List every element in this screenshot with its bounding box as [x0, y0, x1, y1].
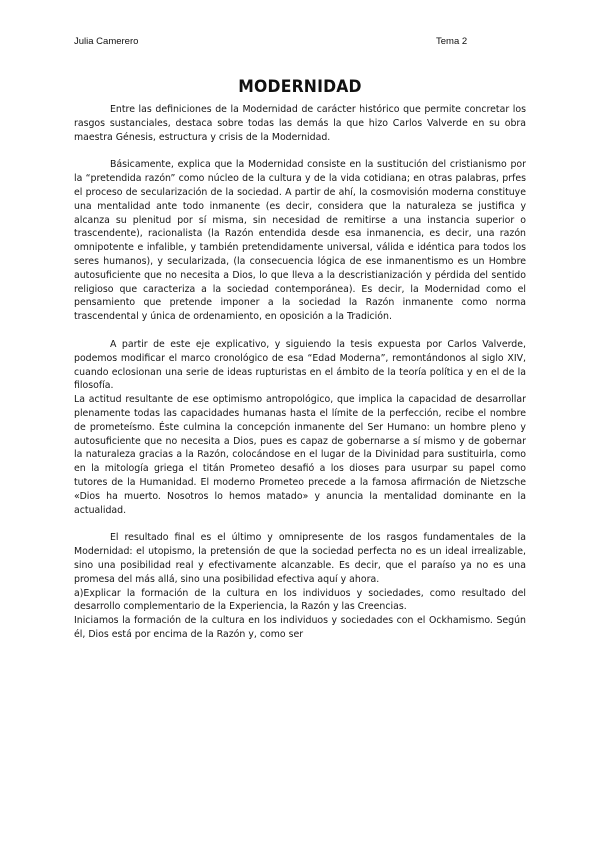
document-title: MODERNIDAD	[238, 77, 362, 97]
page-header	[74, 36, 526, 50]
paragraph-definition: Básicamente, explica que la Modernidad consiste en la sustitución del cristianismo por la “pretendida razón” como núcleo de la cultura y de la vida cotidiana; en otras palabras, prfes el proceso de secularización de la sociedad. A partir de ahí, la cosmovisión moderna constituye una mentalidad ante todo inmanente (es decir, considera que la naturaleza se justifica y alcanza su plenitud por sí misma, sin necesidad de remitirse a una instancia superior o trascendente), racionalista (la Razón entendida desde esa inmanencia, es decir, una razón omnipotente e infalible, y también pretendidamente universal, válida e idéntica para todos los seres humanos), y secularizada, (la consecuencia lógica de ese inmanentismo es un Hombre autosuficiente que no necesita a Dios, lo que lleva a la descristianización y pérdida del sentido religioso que caracteriza a la sociedad contemporánea). Es decir, la Modernidad como el pensamiento que pretende imponer a la sociedad la Razón inmanente como norma trascendental y única de ordenamiento, en oposición a la Tradición.	[74, 159, 526, 323]
header-author: Julia Camerero	[74, 36, 139, 47]
header-topic: Tema 2	[436, 36, 468, 47]
paragraph-ockhamism: Iniciamos la formación de la cultura en los individuos y sociedades con el Ockhamismo. Según él, Dios está por encima de la Razón y, como ser	[74, 615, 526, 640]
document-body	[74, 103, 526, 642]
paragraph-utopianism: El resultado final es el último y omnipresente de los rasgos fundamentales de la Modernidad: el utopismo, la pretensión de que la sociedad perfecta no es un ideal irrealizable, sino una posibilidad real y efectivamente alcanzable. Es decir, que el paraíso ya no es una promesa del más allá, sino una posibilidad efectiva aquí y ahora.	[74, 532, 526, 585]
paragraph-prometheism: La actitud resultante de ese optimismo antropológico, que implica la capacidad de desarrollar plenamente todas las capacidades humanas hasta el límite de la perfección, recibe el nombre de prometeísmo. Éste culmina la concepción inmanente del Ser Humano: un hombre pleno y autosuficiente que no necesita a Dios, pues es capaz de gobernarse a sí mismo y de gobernar la naturaleza gracias a la Razón, colocándose en el lugar de la Divinidad para sustituirla, como en la mitología griega el titán Prometeo desafió a los dioses para usurpar su papel como tutores de la Humanidad. El moderno Prometeo precede a la famosa afirmación de Nietzsche «Dios ha muerto. Nosotros lo hemos matado» y anuncia la mentalidad dominante en la actualidad.	[74, 394, 526, 516]
paragraph-question-a: a)Explicar la formación de la cultura en los individuos y sociedades, como resultado del desarrollo complementario de la Experiencia, la Razón y las Creencias.	[74, 587, 526, 613]
paragraph-chronology: A partir de este eje explicativo, y siguiendo la tesis expuesta por Carlos Valverde, podemos modificar el marco cronológico de esa “Edad Moderna”, remontándonos al siglo XIV, cuando eclosionan una serie de ideas rupturistas en el ámbito de la teoría política y en el de la filosofía.	[74, 338, 526, 392]
paragraph-intro: Entre las definiciones de la Modernidad de carácter histórico que permite concretar los rasgos sustanciales, destaca sobre todas las demás la que hizo Carlos Valverde en su obra maestra Génesis, estructura y crisis de la Modernidad.	[74, 104, 526, 143]
